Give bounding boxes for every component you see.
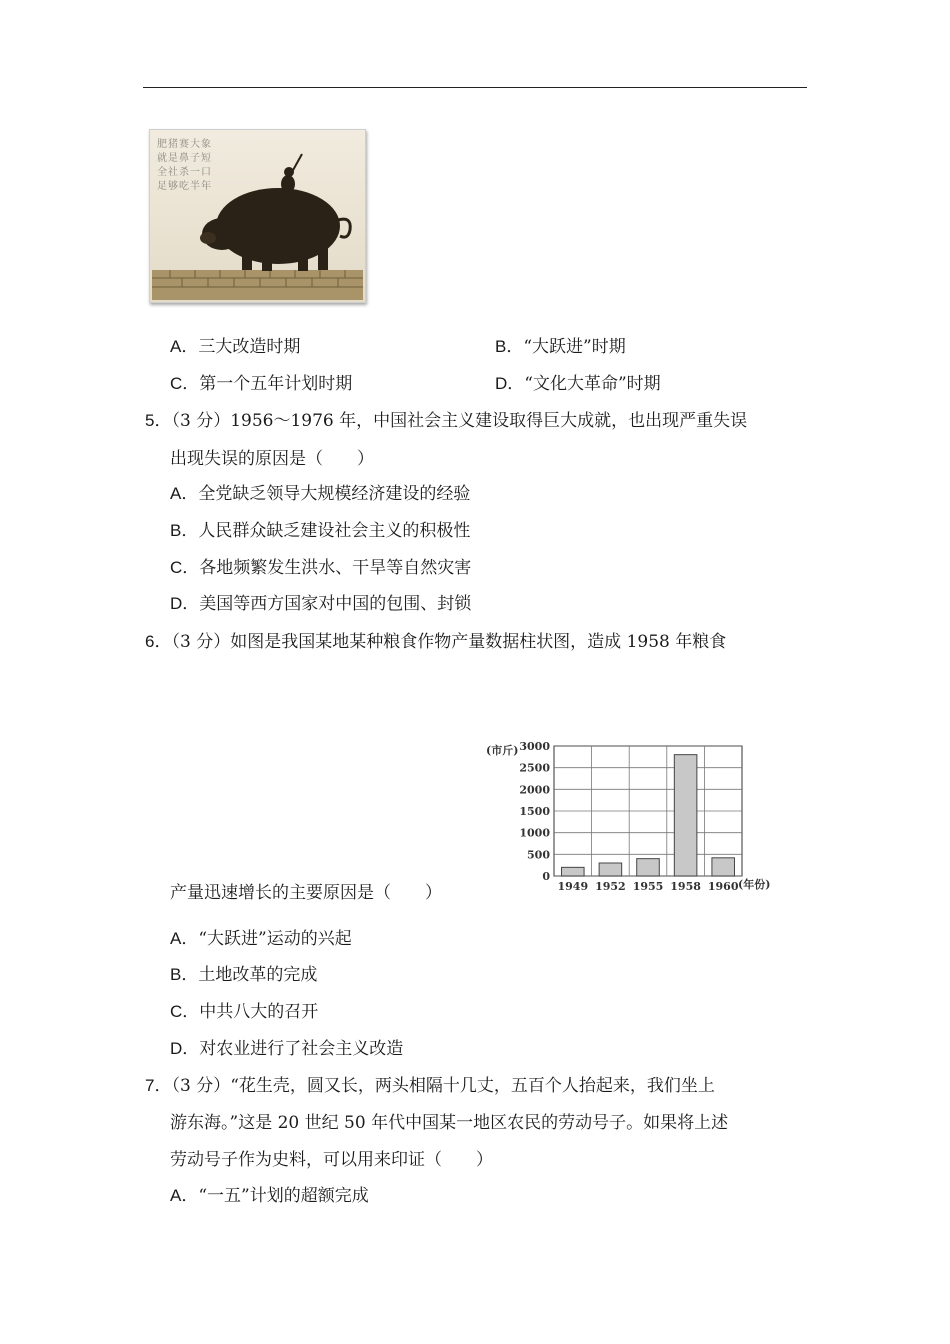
header-rule <box>143 87 807 88</box>
y-tick-label: 0 <box>542 870 550 883</box>
question-text: （3 分）如图是我国某地某种粮食作物产量数据柱状图，造成 1958 年粮食 <box>171 632 727 652</box>
option-letter: C． <box>170 558 200 577</box>
q7-option-a[interactable] <box>170 1185 369 1207</box>
bar-1958 <box>674 755 697 876</box>
y-tick-label: 1000 <box>519 826 550 840</box>
chart-x-tick-labels <box>557 880 738 893</box>
y-tick-label: 1500 <box>519 805 550 818</box>
q6-stem-line1 <box>145 631 726 653</box>
option-letter: D． <box>495 374 525 393</box>
x-tick-label: 1952 <box>595 880 626 893</box>
q6-option-d[interactable] <box>170 1038 403 1060</box>
q6-option-c[interactable] <box>170 1001 318 1023</box>
option-letter: B． <box>170 521 199 540</box>
option-text: “大跃进”时期 <box>523 337 626 357</box>
option-letter: B． <box>495 337 524 356</box>
question-number: 7． <box>145 1076 172 1095</box>
x-tick-label: 1955 <box>632 880 664 893</box>
x-tick-label: 1960 <box>707 880 739 893</box>
q7-stem-line1 <box>145 1075 715 1097</box>
option-letter: C． <box>170 374 200 393</box>
option-text: “大跃进”运动的兴起 <box>198 929 352 949</box>
q4-option-b[interactable] <box>495 336 626 358</box>
q7-stem-line3: 劳动号子作为史料，可以用来印证（ ） <box>170 1150 493 1170</box>
q6-stem-line2: 产量迅速增长的主要原因是（ ） <box>170 883 442 903</box>
chart-y-tick-labels <box>519 740 550 883</box>
q4-option-a[interactable] <box>170 336 300 358</box>
option-text: 美国等西方国家对中国的包围、封锁 <box>199 594 472 614</box>
q7-stem-line2: 游东海。”这是 20 世纪 50 年代中国某一地区农民的劳动号子。如果将上述 <box>170 1113 729 1133</box>
option-text: 三大改造时期 <box>198 337 301 357</box>
q6-option-a[interactable] <box>170 928 352 950</box>
q4-option-d[interactable] <box>495 373 661 395</box>
x-tick-label: 1949 <box>557 880 589 893</box>
option-text: 中共八大的召开 <box>199 1002 319 1022</box>
question-text: （3 分）1956～1976 年，中国社会主义建设取得巨大成就，也出现严重失误 <box>171 411 748 431</box>
chart-grid <box>554 746 742 876</box>
option-letter: A． <box>170 484 199 503</box>
propaganda-poster-image <box>149 129 366 303</box>
option-text: 土地改革的完成 <box>198 965 318 985</box>
question-text: （3 分）“花生壳，圆又长，两头相隔十几丈，五百个人抬起来，我们坐上 <box>171 1076 715 1096</box>
y-tick-label: 2500 <box>519 761 550 775</box>
grain-output-bar-chart <box>478 738 788 898</box>
q5-option-d[interactable] <box>170 593 471 615</box>
q4-option-c[interactable] <box>170 373 352 395</box>
question-number: 5． <box>145 411 172 430</box>
bar-1949 <box>562 867 585 876</box>
x-tick-label: 1958 <box>670 880 701 893</box>
y-axis-unit-label: (市斤) <box>486 744 519 757</box>
option-letter: A． <box>170 1186 199 1205</box>
question-number: 6． <box>145 632 172 651</box>
option-text: 第一个五年计划时期 <box>199 374 353 394</box>
bar-1952 <box>599 863 622 876</box>
option-letter: D． <box>170 1039 200 1058</box>
q5-option-b[interactable] <box>170 520 470 542</box>
bar-1960 <box>712 858 735 876</box>
y-tick-label: 2000 <box>519 783 550 797</box>
y-tick-label: 500 <box>527 848 550 862</box>
option-letter: B． <box>170 965 199 984</box>
option-letter: D． <box>170 594 200 613</box>
q5-stem-line2: 出现失误的原因是（ ） <box>170 449 374 469</box>
bar-1955 <box>637 859 660 876</box>
option-text: 全党缺乏领导大规模经济建设的经验 <box>198 484 471 504</box>
option-text: “文化大革命”时期 <box>524 374 661 394</box>
option-text: 各地频繁发生洪水、干旱等自然灾害 <box>199 558 472 578</box>
x-axis-unit-label: (年份) <box>738 878 771 891</box>
q5-option-a[interactable] <box>170 483 470 505</box>
option-letter: A． <box>170 929 199 948</box>
option-letter: A． <box>170 337 199 356</box>
q5-option-c[interactable] <box>170 557 471 579</box>
option-letter: C． <box>170 1002 200 1021</box>
pig-illustration <box>150 130 365 302</box>
y-tick-label: 3000 <box>519 740 550 753</box>
q5-stem-line1 <box>145 410 747 432</box>
option-text: 人民群众缺乏建设社会主义的积极性 <box>198 521 471 541</box>
q6-option-b[interactable] <box>170 964 317 986</box>
option-text: “一五”计划的超额完成 <box>198 1186 369 1206</box>
option-text: 对农业进行了社会主义改造 <box>199 1039 404 1059</box>
chart-bars <box>562 755 735 876</box>
